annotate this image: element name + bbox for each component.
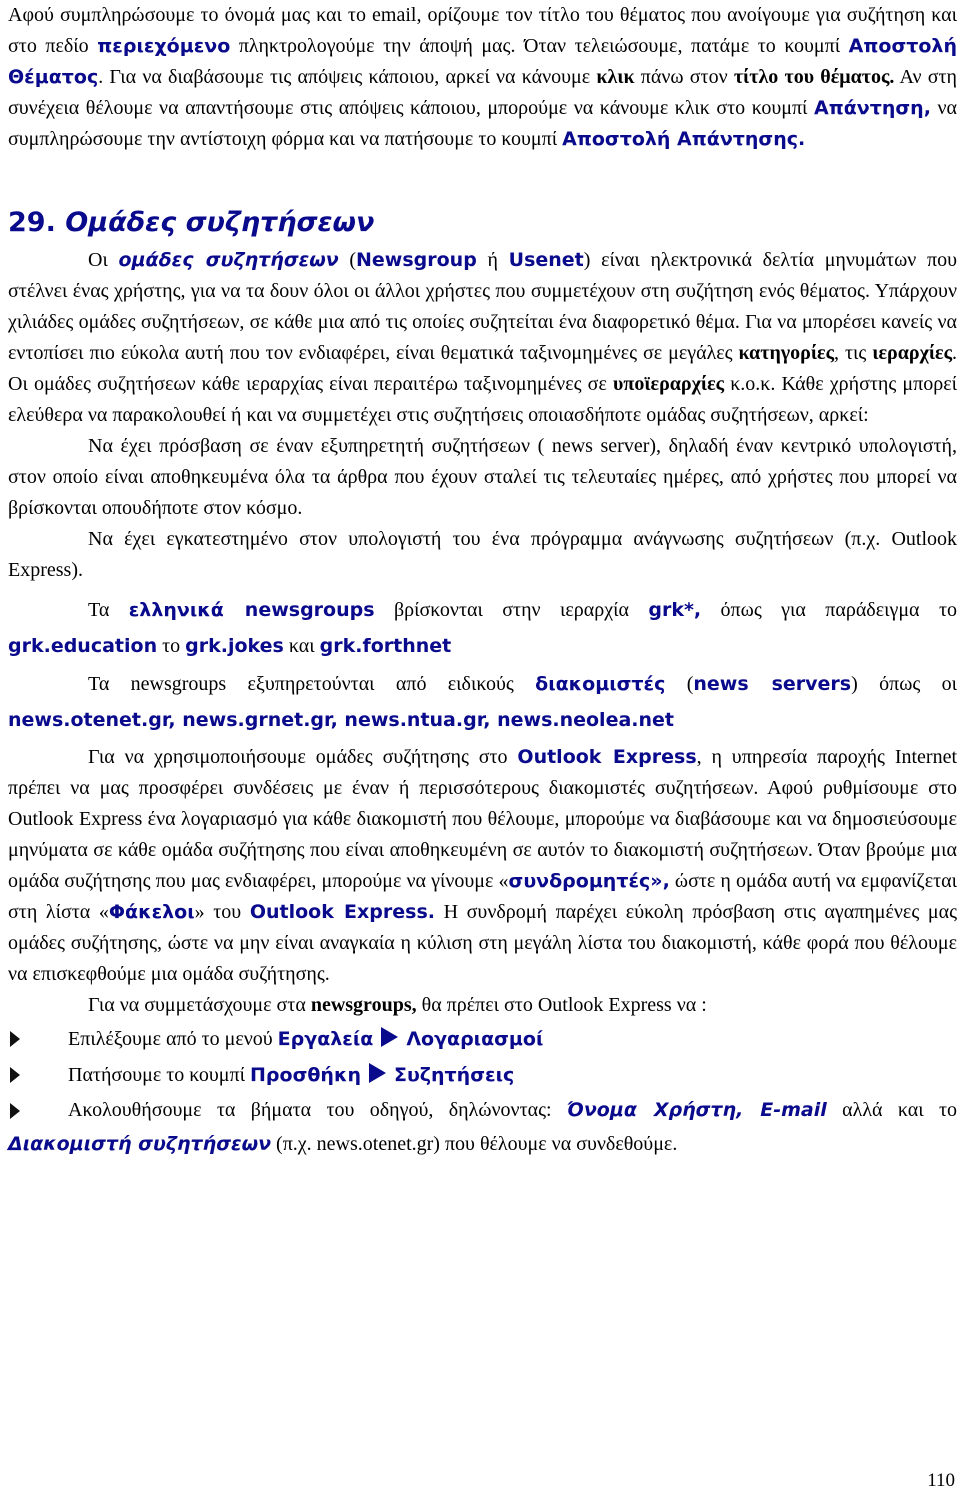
menu-arrow-icon	[369, 1063, 386, 1083]
document-page	[8, 0, 957, 1498]
bullet-step-1: Επιλέξουμε από το μενού Εργαλεία Λογαριασμοί	[8, 1021, 957, 1057]
paragraph-news-server: Να έχει πρόσβαση σε έναν εξυπηρετητή συζητήσεων ( news server), δηλαδή έναν κεντρικό υπολογιστή, στον οποίο είναι αποθηκευμένα όλα τα άρθρα που έχουν σταλεί τις τελευταίες ημέρες, από χρήστες που μπορεί να βρίσκονται οπουδήποτε στον κόσμο.	[8, 435, 957, 519]
section-number: 29.	[8, 207, 56, 238]
paragraph-posting: Αφού συμπληρώσουμε το όνομά μας και το email, ορίζουμε τον τίτλο του θέματος που ανοίγουμε για συζήτηση και στο πεδίο περιεχόμενο πληκτρολογούμε την άποψή μας. Όταν τελειώσουμε, πατάμε το κουμπί Αποστολή Θέματος. Για να διαβάσουμε τις απόψεις κάποιου, αρκεί να κάνουμε κλικ πάνω στον τίτλο του θέματος. Αν στη συνέχεια θέλουμε να απαντήσουμε στις απόψεις κάποιου, μπορούμε να κάνουμε κλικ στο κουμπί Απάντηση, να συμπληρώσουμε την αντίστοιχη φόρμα και να πατήσουμε το κουμπί Αποστολή Απάντησης.	[8, 4, 957, 150]
keyword-reply: Απάντηση,	[813, 97, 931, 119]
bullet-arrow-icon	[10, 1067, 20, 1083]
section-title: Ομάδες συζητήσεων	[65, 207, 375, 238]
bullet-step-3: Ακολουθήσουμε τα βήματα του οδηγού, δηλώνοντας: Όνομα Χρήστη, E-mail αλλά και το Διακομιστή συζητήσεων (π.χ. news.otenet.gr) που θέλουμε να συνδεθούμε.	[8, 1099, 958, 1155]
keyword-send-reply: Αποστολή Απάντησης.	[562, 128, 806, 150]
page-number: 110	[927, 1470, 955, 1491]
paragraph-outlook-express: Για να χρησιμοποιήσουμε ομάδες συζήτησης στο Outlook Express, η υπηρεσία παροχής Internet πρέπει να μας προσφέρει συνδέσεις με έναν ή περισσότερους διακομιστές συζητήσεων. Αφού ρυθμίσουμε στο Outlook Express ένα λογαριασμό για κάθε διακομιστή που θέλουμε, μπορούμε να διαβάσουμε και να δημοσιεύσουμε μηνύματα σε κάθε ομάδα συζήτησης που είναι αποθηκευμένη σε αυτόν το διακομιστή συζητήσεων. Όταν βρούμε μια ομάδα συζήτησης που μας ενδιαφέρει, μπορούμε να γίνουμε «συνδρομητές», ώστε η ομάδα αυτή να εμφανίζεται στη λίστα «Φάκελοι» του Outlook Express. Η συνδρομή παρέχει εύκολη πρόσβαση στις αγαπημένες μας ομάδες συζήτησης, ώστε να μην είναι αναγκαία η κύλιση στη μεγάλη λίστα του διακομιστή, κάθε φορά που θέλουμε να επισκεφθούμε μια ομάδα συζήτησης.	[8, 746, 958, 985]
section-heading	[8, 206, 957, 240]
menu-arrow-icon	[381, 1027, 398, 1047]
bullet-arrow-icon	[10, 1031, 20, 1047]
bullet-arrow-icon	[10, 1103, 20, 1119]
paragraph-participate: Για να συμμετάσχουμε στα newsgroups, θα πρέπει στο Outlook Express να :	[88, 994, 707, 1016]
keyword-send-topic: Αποστολή Θέματος	[8, 35, 957, 88]
paragraph-news-servers: Τα newsgroups εξυπηρετούνται από ειδικούς διακομιστές (news servers) όπως οι news.otenet.gr, news.grnet.gr, news.ntua.gr, news.neolea.net	[8, 673, 957, 731]
paragraph-greek-newsgroups: Τα ελληνικά newsgroups βρίσκονται στην ιεραρχία grk*, όπως για παράδειγμα το grk.education το grk.jokes και grk.forthnet	[8, 599, 957, 657]
bullet-step-2: Πατήσουμε το κουμπί Προσθήκη Συζητήσεις	[8, 1057, 957, 1093]
keyword-content: περιεχόμενο	[97, 35, 231, 57]
paragraph-reader-program: Να έχει εγκατεστημένο στον υπολογιστή του ένα πρόγραμμα ανάγνωσης συζητήσεων (π.χ. Outlook Express).	[8, 528, 957, 581]
paragraph-newsgroups-intro: Οι ομάδες συζητήσεων (Newsgroup ή Usenet) είναι ηλεκτρονικά δελτία μηνυμάτων που στέλνει ένας χρήστης, για να τα δουν όλοι οι άλλοι χρήστες που συμμετέχουν στη συζήτηση ενός θέματος. Υπάρχουν χιλιάδες ομάδες συζητήσεων, σε κάθε μια από τις οποίες συζητείται ένα διαφορετικό θέμα. Για να μπορέσει κανείς να εντοπίσει πιο εύκολα αυτή που τον ενδιαφέρει, είναι θεματικά ταξινομημένες σε μεγάλες κατηγορίες, τις ιεραρχίες. Οι ομάδες συζητήσεων κάθε ιεραρχίας είναι περαιτέρω ταξινομημένες σε υποϊεραρχίες κ.ο.κ. Κάθε χρήστης μπορεί ελεύθερα να παρακολουθεί ή και να συμμετέχει στις συζητήσεις οποιασδήποτε ομάδας συζητήσεων, αρκεί:	[8, 249, 958, 426]
